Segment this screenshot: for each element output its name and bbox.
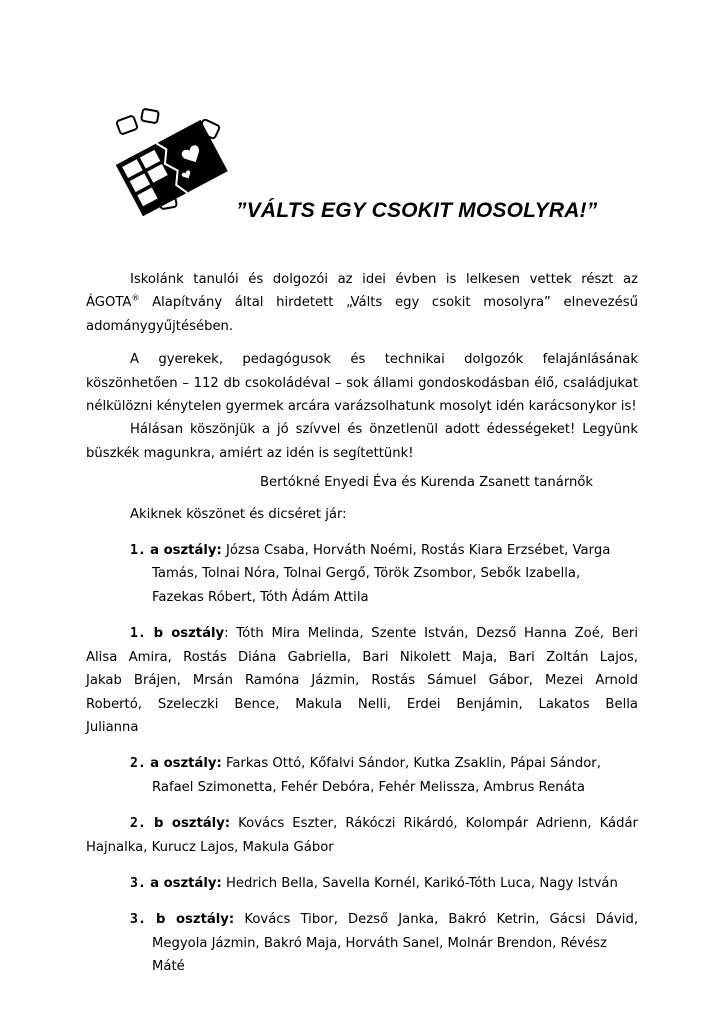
class-names: Alisa Amira, Rostás Diána Gabriella, Bari Nikolett Maja, Bari Zoltán Lajos, bbox=[86, 649, 638, 665]
paragraph-1-line-2-rest: Alapítvány által hirdetett „Válts egy csokit mosolyra” elnevezésű bbox=[139, 295, 638, 311]
class-list-item bbox=[86, 812, 638, 859]
class-label: a osztály: bbox=[150, 543, 222, 559]
class-label: b osztály bbox=[153, 626, 225, 642]
paragraph-3-line-1: Hálásan köszönjük a jó szívvel és önzetlenül adott édességeket! Legyünk bbox=[130, 422, 638, 438]
paragraph-1-line-2 bbox=[86, 291, 638, 314]
class-names: Megyola Jázmin, Bakró Maja, Horváth Sanel, Molnár Brendon, Révész Máté bbox=[152, 935, 607, 975]
class-names: Robertó, Szeleczki Bence, Makula Nelli, Erdei Benjámin, Lakatos Bella bbox=[86, 696, 638, 712]
class-names: Jakab Brájen, Mrsán Ramóna Jázmin, Rostás Sámuel Gábor, Mezei Arnold bbox=[86, 673, 638, 689]
class-number: 3. bbox=[130, 875, 146, 891]
class-names: Julianna bbox=[86, 719, 139, 735]
class-list-item bbox=[86, 752, 638, 799]
class-names: Rafael Szimonetta, Fehér Debóra, Fehér Melissza, Ambrus Renáta bbox=[152, 779, 585, 795]
class-label: b osztály: bbox=[156, 912, 235, 928]
paragraph-2-line-1: A gyerekek, pedagógusok és technikai dolgozók felajánlásának bbox=[130, 352, 638, 368]
paragraph-1-line-1: Iskolánk tanulói és dolgozói az idei évben is lelkesen vettek részt az bbox=[130, 272, 638, 287]
class-number: 3. bbox=[130, 912, 146, 928]
class-number: 1. bbox=[130, 626, 146, 642]
page-title: ”VÁLTS EGY CSOKIT MOSOLYRA!” bbox=[236, 199, 598, 222]
paragraph-3-line-2: büszkék magunkra, amiért az idén is segítettünk! bbox=[86, 445, 414, 461]
class-number: 2. bbox=[130, 756, 146, 772]
document-body bbox=[86, 268, 638, 979]
paragraph-1-line-3: adománygyűjtésében. bbox=[86, 318, 234, 334]
class-names: Kovács Tibor, Dezső Janka, Bakró Ketrin, Gácsi Dávid, bbox=[244, 912, 639, 928]
paragraph-2-line-3: nélkülözni kénytelen gyermek arcára varázsolhatunk mosolyt idén karácsonykor is! bbox=[86, 399, 637, 415]
class-names: Hajnalka, Kurucz Lajos, Makula Gábor bbox=[86, 839, 334, 855]
agota-name: ÁGOTA bbox=[86, 295, 132, 311]
chocolate-bar-heart-icon bbox=[104, 108, 234, 220]
signature: Bertókné Enyedi Éva és Kurenda Zsanett tanárnők bbox=[260, 475, 594, 491]
class-names: : Tóth Mira Melinda, Szente István, Dezső Hanna Zoé, Beri bbox=[224, 626, 638, 642]
class-list-item bbox=[86, 539, 638, 609]
class-label: a osztály: bbox=[150, 756, 222, 772]
class-list-item bbox=[86, 622, 638, 739]
class-label: b osztály: bbox=[153, 816, 231, 832]
class-number: 1. bbox=[130, 543, 146, 559]
class-names: Kovács Eszter, Rákóczi Rikárdó, Kolompár Adrienn, Kádár bbox=[238, 816, 638, 832]
class-names: Fazekas Róbert, Tóth Ádám Attila bbox=[152, 589, 369, 605]
registered-mark: ® bbox=[131, 294, 140, 304]
class-number: 2. bbox=[130, 816, 146, 832]
class-label: a osztály: bbox=[150, 875, 222, 891]
class-names: Farkas Ottó, Kőfalvi Sándor, Kutka Zsaklin, Pápai Sándor, bbox=[225, 756, 601, 772]
class-names: Tamás, Tolnai Nóra, Tolnai Gergő, Török Zsombor, Sebők Izabella, bbox=[152, 566, 581, 582]
paragraph-2-line-2: köszönhetően – 112 db csokoládéval – sok állami gondoskodásban élő, családjukat bbox=[86, 375, 638, 391]
class-list-item bbox=[86, 872, 638, 895]
class-names: Hedrich Bella, Savella Kornél, Karikó-Tóth Luca, Nagy István bbox=[225, 875, 618, 891]
class-names: Józsa Csaba, Horváth Noémi, Rostás Kiara Erzsébet, Varga bbox=[225, 543, 611, 559]
thanks-intro: Akiknek köszönet és dicséret jár: bbox=[130, 506, 347, 522]
class-list-item bbox=[86, 908, 638, 978]
